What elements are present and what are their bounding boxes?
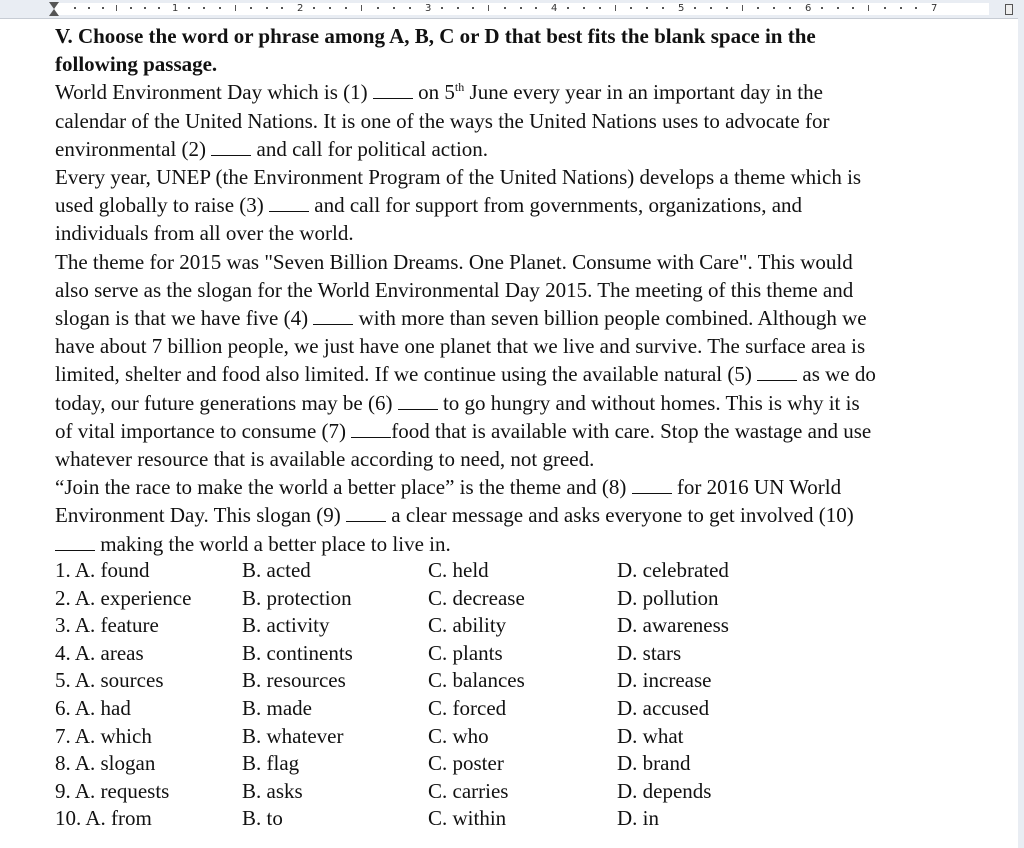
ruler-tick	[837, 7, 839, 9]
option-a: 6. A. had	[55, 695, 131, 720]
passage-line: whatever resource that is available according to need, not greed.	[55, 447, 595, 472]
passage-line: World Environment Day which is (1) on 5th June every year in an important day in the	[55, 80, 823, 105]
blank-3	[269, 193, 309, 212]
ruler-tick	[646, 7, 648, 9]
passage-line: Environment Day. This slogan (9) a clear message and asks everyone to get involved (10)	[55, 503, 854, 528]
ruler-tick	[630, 7, 632, 9]
option-d: D. increase	[617, 668, 712, 693]
passage-line: of vital importance to consume (7) food that is available with care. Stop the wastage and use	[55, 418, 872, 443]
passage-line: today, our future generations may be (6) to go hungry and without homes. This is why it is	[55, 390, 860, 415]
option-a: 3. A. feature	[55, 613, 159, 638]
ruler-tick	[757, 7, 759, 9]
ruler-number: 3	[425, 3, 432, 14]
ruler-tick	[821, 7, 823, 9]
ruler-tick	[868, 5, 869, 11]
ruler-tick	[88, 7, 90, 9]
blank-5	[757, 362, 797, 381]
ruler-tick	[915, 7, 917, 9]
passage-line: slogan is that we have five (4) with more than seven billion people combined. Although we	[55, 306, 867, 331]
option-c: C. forced	[428, 695, 507, 720]
option-d: D. pollution	[617, 585, 719, 610]
ruler-tick	[615, 5, 616, 11]
option-a: 7. A. which	[55, 723, 152, 748]
option-c: C. ability	[428, 613, 507, 638]
passage-line: “Join the race to make the world a better place” is the theme and (8) for 2016 UN World	[55, 475, 842, 500]
ruler-tick	[488, 5, 489, 11]
passage-line: have about 7 billion people, we just have one planet that we live and survive. The surface area is	[55, 334, 866, 359]
ruler-tick	[158, 7, 160, 9]
ruler-tick	[345, 7, 347, 9]
ruler-tick	[900, 7, 902, 9]
ruler-tick	[377, 7, 379, 9]
passage-line: calendar of the United Nations. It is one of the ways the United Nations uses to advocate for	[55, 108, 830, 133]
passage-line: used globally to raise (3) and call for support from governments, organizations, and	[55, 193, 803, 218]
option-d: D. what	[617, 723, 684, 748]
option-c: C. plants	[428, 640, 503, 665]
option-b: B. to	[242, 806, 283, 831]
ruler-tick	[520, 7, 522, 9]
ruler-tick	[789, 7, 791, 9]
passage-line: Every year, UNEP (the Environment Program of the United Nations) develops a theme which is	[55, 165, 862, 190]
option-d: D. in	[617, 806, 659, 831]
passage-line: making the world a better place to live in.	[55, 530, 1015, 558]
ruler-number: 4	[551, 3, 558, 14]
ruler-tick	[472, 7, 474, 9]
ruler-number: 6	[805, 3, 812, 14]
ruler-number: 2	[297, 3, 304, 14]
option-c: C. decrease	[428, 585, 525, 610]
option-b: B. protection	[242, 585, 352, 610]
horizontal-ruler[interactable]	[0, 0, 1024, 19]
ruler-tick	[742, 5, 743, 11]
option-a: 1. A. found	[55, 558, 150, 582]
passage-line: The theme for 2015 was "Seven Billion Dreams. One Planet. Consume with Care". This would	[55, 249, 853, 274]
ruler-tick	[313, 7, 315, 9]
ruler-tick	[441, 7, 443, 9]
option-a: 4. A. areas	[55, 640, 144, 665]
ruler-tick	[74, 7, 76, 9]
option-c: C. who	[428, 723, 489, 748]
option-a: 9. A. requests	[55, 778, 170, 803]
document-page[interactable]	[55, 22, 1015, 558]
left-indent-marker[interactable]	[49, 9, 59, 16]
option-a: 5. A. sources	[55, 668, 164, 693]
ruler-tick	[583, 7, 585, 9]
ruler-tick	[662, 7, 664, 9]
option-d: D. accused	[617, 695, 710, 720]
option-b: B. made	[242, 695, 312, 720]
blank-9	[346, 503, 386, 522]
option-c: C. balances	[428, 668, 525, 693]
ruler-tick	[235, 5, 236, 11]
option-c: C. poster	[428, 751, 504, 776]
option-c: C. held	[428, 558, 489, 582]
passage-line: individuals from all over the world.	[55, 221, 354, 246]
option-b: B. acted	[242, 558, 311, 582]
ruler-tick	[144, 7, 146, 9]
blank-10	[55, 532, 95, 551]
ruler-tick	[102, 7, 104, 9]
exercise-heading: V. Choose the word or phrase among A, B, C or D that best fits the blank space in the	[55, 24, 816, 48]
option-a: 2. A. experience	[55, 585, 192, 610]
ruler-tick	[567, 7, 569, 9]
blank-1	[373, 80, 413, 99]
blank-4	[313, 306, 353, 325]
ruler-tick	[710, 7, 712, 9]
option-d: D. celebrated	[617, 558, 729, 582]
blank-6	[398, 391, 438, 410]
ruler-tick	[535, 7, 537, 9]
option-b: B. resources	[242, 668, 346, 693]
blank-8	[632, 475, 672, 494]
ruler-tick	[599, 7, 601, 9]
ruler-tick	[116, 5, 117, 11]
vertical-scrollbar[interactable]	[1018, 18, 1024, 848]
blank-2	[211, 137, 251, 156]
option-b: B. continents	[242, 640, 353, 665]
ruler-number: 5	[678, 3, 685, 14]
passage-line: also serve as the slogan for the World Environmental Day 2015. The meeting of this theme and	[55, 277, 854, 302]
ruler-tick	[852, 7, 854, 9]
right-indent-marker[interactable]	[1005, 4, 1013, 15]
ruler-tick	[884, 7, 886, 9]
option-d: D. stars	[617, 640, 682, 665]
option-c: C. within	[428, 806, 507, 831]
ruler-tick	[504, 7, 506, 9]
ruler-tick	[250, 7, 252, 9]
ruler-text-area	[55, 3, 989, 15]
option-a: 10. A. from	[55, 806, 152, 831]
ruler-tick	[694, 7, 696, 9]
option-c: C. carries	[428, 778, 509, 803]
first-line-indent-marker[interactable]	[49, 2, 59, 9]
option-d: D. depends	[617, 778, 712, 803]
ruler-number: 7	[931, 3, 938, 14]
ruler-tick	[219, 7, 221, 9]
option-b: B. flag	[242, 751, 300, 776]
option-d: D. awareness	[617, 613, 729, 638]
ruler-tick	[266, 7, 268, 9]
passage-line: environmental (2) and call for political action.	[55, 136, 489, 161]
ruler-tick	[361, 5, 362, 11]
option-a: 8. A. slogan	[55, 751, 156, 776]
ruler-tick	[188, 7, 190, 9]
ruler-tick	[726, 7, 728, 9]
ruler-tick	[130, 7, 132, 9]
option-b: B. asks	[242, 778, 303, 803]
ruler-tick	[281, 7, 283, 9]
ruler-tick	[457, 7, 459, 9]
ruler-tick	[203, 7, 205, 9]
ruler-tick	[329, 7, 331, 9]
exercise-heading-cont: following passage.	[55, 52, 218, 77]
ruler-number: 1	[172, 3, 179, 14]
blank-7	[351, 419, 391, 438]
ruler-tick	[773, 7, 775, 9]
ruler-tick	[409, 7, 411, 9]
option-d: D. brand	[617, 751, 691, 776]
ruler-tick	[393, 7, 395, 9]
option-b: B. activity	[242, 613, 330, 638]
passage-line: limited, shelter and food also limited. If we continue using the available natural (5) as we do	[55, 362, 876, 387]
option-b: B. whatever	[242, 723, 344, 748]
